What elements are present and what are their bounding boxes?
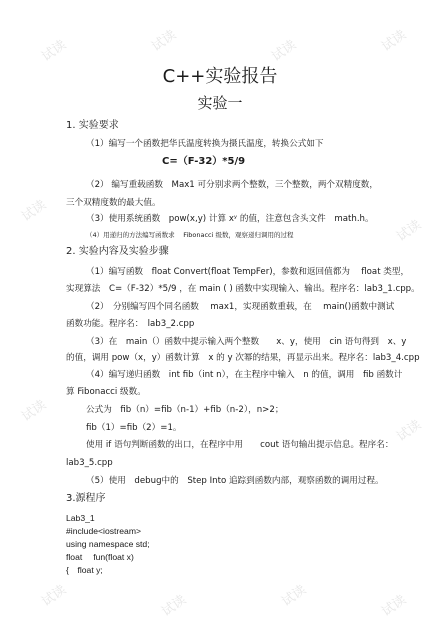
paragraph-line: （5）使用 debug中的 Step Into 追踪到函数内部，观察函数的调用过程。 <box>86 476 384 486</box>
paragraph-line: 使用 if 语句判断函数的出口，在程序中用 cout 语句输出提示信息。程序名： <box>86 440 394 450</box>
page-subtitle: 实验一 <box>197 94 243 112</box>
section-heading: 3.源程序 <box>66 493 106 504</box>
code-line: float fun(float x) <box>66 552 134 562</box>
paragraph-line: 实现算法 C=（F-32）*5/9 ，在 main ( ) 函数中实现输入、输出。程序名：lab3_1.cpp。 <box>66 284 420 294</box>
watermark: 试读 <box>159 592 190 620</box>
section-heading: 2. 实验内容及实验步骤 <box>66 246 169 257</box>
code-line: Lab3_1 <box>66 513 95 523</box>
paragraph-line: （3）使用系统函数 pow(x,y) 计算 xʸ 的值，注意包含头文件 math.h。 <box>86 214 374 224</box>
code-line: using namespace std; <box>66 539 150 549</box>
code-line: #include<iostream> <box>66 526 142 536</box>
paragraph-line: fib（1）=fib（2）=1。 <box>86 423 182 433</box>
watermark: 试读 <box>379 592 410 620</box>
watermark: 试读 <box>394 217 425 245</box>
watermark: 试读 <box>39 37 70 65</box>
paragraph-line: 函数功能。程序名： lab3_2.cpp <box>66 319 195 329</box>
watermark: 试读 <box>279 582 310 610</box>
watermark: 试读 <box>379 27 410 55</box>
paragraph-line: （4）编写递归函数 int fib（int n），在主程序中输入 n 的值，调用 fib 函数计 <box>86 370 403 380</box>
watermark: 试读 <box>394 417 425 445</box>
paragraph-line: 三个双精度数的最大值。 <box>66 198 161 208</box>
paragraph-line: （4）用递归的方法编写函数求 Fibonacci 级数，观察递归调用的过程 <box>86 231 294 239</box>
page-title: C++实验报告 <box>162 66 278 87</box>
watermark: 试读 <box>149 27 180 55</box>
watermark: 试读 <box>39 582 70 610</box>
section-heading: 1. 实验要求 <box>66 120 119 131</box>
code-line: { float y; <box>66 565 103 575</box>
paragraph-line: 的值，调用 pow（x，y）函数计算 x 的 y 次幂的结果，再显示出来。程序名：lab3_4.cpp <box>66 353 420 363</box>
formula-line: C=（F-32）*5/9 <box>162 156 246 167</box>
paragraph-line: 公式为 fib（n）=fib（n-1）+fib（n-2），n>2； <box>86 405 284 415</box>
watermark: 试读 <box>269 37 300 65</box>
paragraph-line: lab3_5.cpp <box>66 458 113 468</box>
paragraph-line: （2） 编写重载函数 Max1 可分别求两个整数，三个整数，两个双精度数， <box>86 180 378 190</box>
paragraph-line: 算 Fibonacci 级数。 <box>66 387 146 397</box>
watermark: 试读 <box>19 197 50 225</box>
paragraph-line: （1）编写一个函数把华氏温度转换为摄氏温度，转换公式如下 <box>86 139 324 149</box>
paragraph-line: （2） 分别编写四个同名函数 max1，实现函数重载，在 main()函数中测试 <box>86 302 395 312</box>
paragraph-line: （1）编写函数 float Convert(float TempFer)，参数和返回值都为 float 类型， <box>86 267 410 277</box>
paragraph-line: （3）在 main（）函数中提示输入两个整数 x、y，使用 cin 语句得到 x、y <box>86 337 407 347</box>
watermark: 试读 <box>19 397 50 425</box>
